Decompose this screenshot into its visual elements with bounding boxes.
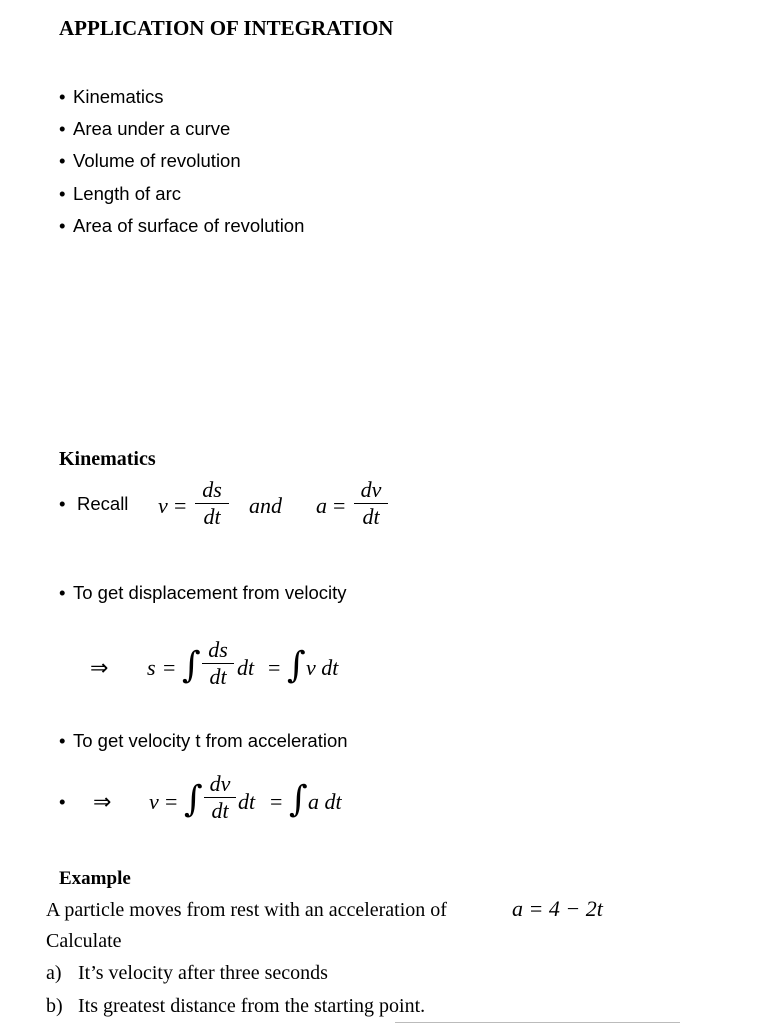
numerator: ds bbox=[208, 637, 228, 662]
example-line-2: Calculate bbox=[46, 930, 122, 952]
bullet-icon: • bbox=[59, 582, 66, 603]
bullet-icon: • bbox=[59, 150, 66, 172]
ds-dt-fraction bbox=[195, 478, 229, 529]
implies-icon: ⇒ bbox=[93, 789, 112, 814]
list-item bbox=[59, 116, 304, 148]
equals-sign: = bbox=[333, 493, 346, 518]
part-text: It’s velocity after three seconds bbox=[78, 962, 328, 984]
topic-text: Area under a curve bbox=[73, 118, 231, 140]
integral-icon: ∫ bbox=[182, 645, 201, 686]
dv-dt-fraction bbox=[354, 478, 388, 529]
bullet-icon: • bbox=[59, 182, 66, 204]
footer-divider bbox=[395, 1022, 680, 1023]
acceleration-formula: a = 4 − 2t bbox=[512, 896, 603, 921]
equals-sign: = bbox=[163, 655, 176, 680]
part-label: a) bbox=[46, 962, 62, 984]
topic-text: Length of arc bbox=[73, 182, 181, 204]
denominator: dt bbox=[362, 504, 380, 529]
a-dt-term: a dt bbox=[308, 789, 342, 814]
topic-text: Volume of revolution bbox=[73, 150, 241, 172]
example-part-a bbox=[46, 962, 328, 985]
example-line-1: A particle moves from rest with an acceleration of bbox=[46, 899, 447, 921]
bullet-icon: • bbox=[59, 86, 66, 107]
part-label: b) bbox=[46, 995, 63, 1017]
velocity-bullet bbox=[59, 730, 348, 752]
topic-text: Area of surface of revolution bbox=[73, 214, 305, 236]
dv-dt-fraction bbox=[204, 772, 236, 823]
implies-icon: ⇒ bbox=[90, 655, 109, 680]
equals-sign: = bbox=[268, 655, 281, 680]
denominator: dt bbox=[211, 798, 229, 823]
part-text: Its greatest distance from the starting point. bbox=[78, 995, 426, 1017]
integral-icon: ∫ bbox=[287, 645, 306, 686]
topics-list bbox=[59, 84, 304, 245]
displacement-bullet bbox=[59, 582, 347, 604]
bullet-icon: • bbox=[59, 214, 66, 236]
denominator: dt bbox=[209, 664, 227, 689]
denominator: dt bbox=[203, 504, 221, 529]
bullet-icon: • bbox=[59, 493, 66, 514]
ds-dt-fraction bbox=[202, 638, 234, 689]
integral-icon: ∫ bbox=[184, 779, 203, 820]
recall-label: Recall bbox=[77, 493, 129, 514]
list-item bbox=[59, 148, 304, 180]
v-symbol: v bbox=[149, 789, 159, 814]
dt-term: dt bbox=[238, 789, 256, 814]
list-item bbox=[59, 84, 304, 116]
equals-sign: = bbox=[165, 789, 178, 814]
and-word: and bbox=[249, 493, 282, 518]
equals-sign: = bbox=[270, 789, 283, 814]
list-item bbox=[59, 181, 304, 213]
bullet-icon: • bbox=[59, 730, 66, 751]
example-part-b bbox=[46, 995, 425, 1018]
integral-icon: ∫ bbox=[289, 779, 308, 820]
velocity-text: To get velocity t from acceleration bbox=[73, 730, 348, 751]
example-heading: Example bbox=[59, 868, 131, 889]
s-symbol: s bbox=[147, 655, 156, 680]
v-symbol: v bbox=[158, 493, 168, 518]
equals-sign: = bbox=[174, 493, 187, 518]
bullet-icon: • bbox=[59, 118, 66, 140]
recall-line bbox=[59, 493, 128, 515]
v-dt-term: v dt bbox=[306, 655, 339, 680]
numerator: ds bbox=[202, 477, 222, 502]
numerator: dv bbox=[209, 771, 231, 796]
a-symbol: a bbox=[316, 493, 327, 518]
displacement-text: To get displacement from velocity bbox=[73, 582, 347, 603]
numerator: dv bbox=[360, 477, 382, 502]
bullet-icon: • bbox=[59, 791, 66, 812]
kinematics-heading: Kinematics bbox=[59, 448, 156, 470]
dt-term: dt bbox=[237, 655, 255, 680]
list-item bbox=[59, 213, 304, 245]
page-title: APPLICATION OF INTEGRATION bbox=[59, 16, 394, 40]
topic-text: Kinematics bbox=[73, 86, 164, 107]
